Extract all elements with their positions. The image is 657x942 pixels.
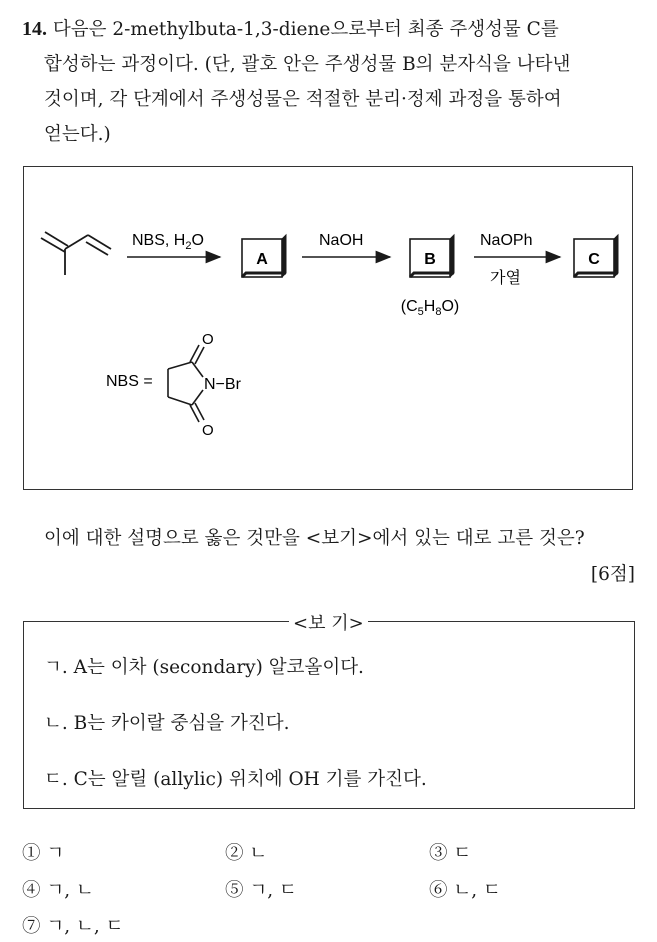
reagent-nbs-h2o: NBS, $H_2O$ xyxy=(132,232,204,252)
b-molecular-formula: $(C_5H_8O)$ xyxy=(400,298,460,318)
question-line-1 xyxy=(22,12,640,47)
isoprene-structure xyxy=(41,232,111,275)
question-prompt: 이에 대한 설명으로 옳은 것만을 <보기>에서 있는 대로 고른 것은? xyxy=(44,528,585,549)
bogi-item-2: ㄴ. B는 카이랄 중심을 가진다. xyxy=(44,713,290,734)
choice-6[interactable]: ⑥ ㄴ, ㄷ xyxy=(429,880,501,901)
bogi-box xyxy=(23,613,635,809)
succinimide-structure xyxy=(168,345,204,422)
choice-7[interactable]: ⑦ ㄱ, ㄴ, ㄷ xyxy=(22,916,124,937)
oxygen-bottom: O xyxy=(202,422,214,439)
reagent-naoph: NaOPh xyxy=(480,232,533,249)
bogi-item-1: ㄱ. A는 이차 (secondary) 알코올이다. xyxy=(44,657,364,678)
nbs-label: NBS = xyxy=(106,373,153,390)
question-line-4: 얻는다.) xyxy=(44,124,111,145)
box-c xyxy=(574,235,618,277)
bogi-title: <보 기> xyxy=(289,609,368,635)
n-br-label: N−Br xyxy=(204,376,241,393)
choice-3[interactable]: ③ ㄷ xyxy=(429,843,472,864)
choice-5[interactable]: ⑤ ㄱ, ㄷ xyxy=(225,880,297,901)
label-a: A xyxy=(256,251,268,268)
oxygen-top: O xyxy=(202,331,214,348)
bogi-item-3: ㄷ. C는 알릴 (allylic) 위치에 OH 기를 가진다. xyxy=(44,769,427,790)
question-line1-text: 다음은 2-methylbuta-1,3-diene으로부터 최종 주생성물 C를 xyxy=(52,19,559,40)
reaction-scheme-box xyxy=(23,166,633,490)
reaction-scheme xyxy=(24,167,634,491)
question-line-3: 것이며, 각 단계에서 주생성물은 적절한 분리·정제 과정을 통하여 xyxy=(44,89,562,110)
label-b: B xyxy=(424,251,436,268)
box-b xyxy=(410,235,454,277)
reagent-naoh: NaOH xyxy=(319,232,364,249)
question-text xyxy=(22,12,640,152)
question-line-2: 합성하는 과정이다. (단, 괄호 안은 주생성물 B의 분자식을 나타낸 xyxy=(44,54,571,75)
condition-heat: 가열 xyxy=(490,270,521,287)
points-label: [6점] xyxy=(590,564,635,585)
choice-2[interactable]: ② ㄴ xyxy=(225,843,268,864)
question-number: 14. xyxy=(22,18,47,40)
choice-1[interactable]: ① ㄱ xyxy=(22,843,65,864)
box-a xyxy=(242,235,286,277)
label-c: C xyxy=(588,251,600,268)
choice-4[interactable]: ④ ㄱ, ㄴ xyxy=(22,880,94,901)
